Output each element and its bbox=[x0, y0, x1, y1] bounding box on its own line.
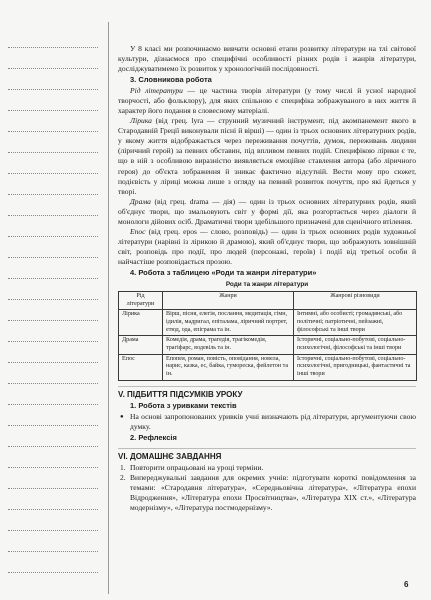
table-header-cell: Рід літератури bbox=[119, 291, 163, 309]
notes-margin bbox=[0, 0, 106, 600]
list-item-text: Повторити опрацьовані на уроці терміни. bbox=[130, 462, 264, 472]
note-line bbox=[8, 278, 98, 279]
note-line bbox=[8, 131, 98, 132]
genres-table bbox=[118, 291, 417, 381]
note-line bbox=[8, 341, 98, 342]
table-task-heading: 4. Робота з таблицею «Роди та жанри літератури» bbox=[130, 267, 317, 277]
note-line bbox=[8, 194, 98, 195]
intro-paragraph: У 8 класі ми розпочинаємо вивчати основні етапи розвитку літератури на тлі світової культури, дізнаємося про специфічні особливості різних родів і жанрів літератури, досліджуватимемо їх розвиток у хронологічній послідовності. bbox=[118, 44, 416, 74]
note-line bbox=[8, 572, 98, 573]
definition-epos bbox=[118, 227, 416, 267]
section-homework bbox=[118, 448, 416, 513]
term-epos: Епос bbox=[130, 226, 146, 236]
term-lyric: Лірика bbox=[130, 116, 152, 126]
homework-list bbox=[118, 463, 416, 513]
table-cell-rid: Лірика bbox=[119, 310, 163, 336]
definition-drama bbox=[118, 197, 416, 227]
table-cell-rid: Драма bbox=[119, 336, 163, 354]
note-line bbox=[8, 257, 98, 258]
table-row bbox=[119, 336, 417, 354]
table-row bbox=[119, 354, 417, 380]
bullet-item: ● На основі запропонованих уривків учні визначають рід літератури, аргументуючи свою думку. bbox=[118, 412, 416, 432]
note-line bbox=[8, 446, 98, 447]
table-header-row bbox=[119, 291, 417, 309]
table-cell-genres: Вірш, пісня, елегія, послання, медитація, гімн, ідилія, мадригал, епіталама, ліричний портрет, етюд, ода, епіграма та ін. bbox=[163, 310, 294, 336]
table-cell-rid: Епос bbox=[119, 354, 163, 380]
note-line bbox=[8, 152, 98, 153]
definition-epos-text: (від грец. epos — слово, розповідь) — один із трьох основних родів художньої літератури (нарівні із лірикою й драмою), який об'єднує твори, що зображують зовнішній світ, розповідь про події, про людей (персонажі, героїв) і події від третьої особи й найчастіше розповідається прозою. bbox=[118, 226, 416, 266]
note-line bbox=[8, 299, 98, 300]
note-line bbox=[8, 467, 98, 468]
main-content bbox=[118, 44, 416, 513]
table-cell-varieties: Історичні, соціально-побутові, соціально-психологічні, пригодницькі, фантастичні та інші твори bbox=[294, 354, 417, 380]
note-line bbox=[8, 425, 98, 426]
table-cell-varieties: Історичні, соціально-побутові, соціально-психологічні, філософські та інші твори bbox=[294, 336, 417, 354]
definition-rid-text: — це частина творів літератури (у тому числі й усної народної творчості, або фольклору), для яких спільною є специфіка зображуваного в них життя й характер його подання в словесному матеріалі. bbox=[118, 86, 416, 116]
note-line bbox=[8, 383, 98, 384]
table-caption: Роди та жанри літератури bbox=[225, 280, 309, 288]
note-line bbox=[8, 551, 98, 552]
definition-drama-text: (від грец. drama — дія) — один із трьох основних літературних родів, який об'єднує твори, що змальовують світ у формі дії, яка розгортається через діалоги й монологи дійових осіб. Драматичні твори здебільшого призначені для сценічного втілення. bbox=[118, 196, 416, 226]
note-line bbox=[8, 89, 98, 90]
section-homework-title: VI. ДОМАШНЄ ЗАВДАННЯ bbox=[118, 451, 222, 461]
note-line bbox=[8, 236, 98, 237]
dictionary-heading: 3. Словникова робота bbox=[130, 75, 212, 85]
note-line bbox=[8, 488, 98, 489]
table-cell-genres: Комедія, драма, трагедія, трагікомедія, трагіфарс, водевіль та ін. bbox=[163, 336, 294, 354]
section-summary-title: V. ПІДБИТТЯ ПІДСУМКІВ УРОКУ bbox=[118, 389, 243, 399]
definition-lyric-text: (від грец. lyra — струнний музичний інструмент, під акомпанемент якого в Стародавній Греції виконували пісні й вірші) — один із трьох основних літературних родів, у якому життя відображається через переживання почуттів, думок, переживань людини (ліричний герой) за певних обставин, під впливом певних подій. Специфікою лірики є те, що в ній з особливою виразністю виявляється емоційне ставлення автора (або ліричного героя) до об'єкта зображення й зникає фактично відсутній. Вести мову про сюжет, подієвість у ліриці можна лише з огляду на певний розвиток почуття, про які йдеться у творі. bbox=[118, 116, 416, 196]
note-line bbox=[8, 530, 98, 531]
table-header-cell: Жанри bbox=[163, 291, 294, 309]
table-cell-varieties: Інтимні, або особисті; громадянські, або політичні; патріотичні, пейзажні, філософські та інші твори bbox=[294, 310, 417, 336]
subheading-text-excerpts: 1. Робота з уривками текстів bbox=[130, 400, 237, 410]
page-number: 6 bbox=[404, 580, 409, 589]
note-line bbox=[8, 110, 98, 111]
table-row bbox=[119, 310, 417, 336]
definition-rid bbox=[118, 86, 416, 116]
table-cell-genres: Епопея, роман, повість, оповідання, новела, нарис, казка, ес, байка, гумореска, фейлетон та ін. bbox=[163, 354, 294, 380]
note-line bbox=[8, 362, 98, 363]
section-summary bbox=[118, 386, 416, 443]
note-line bbox=[8, 215, 98, 216]
note-line bbox=[8, 320, 98, 321]
term-rid: Рід літератури bbox=[130, 86, 183, 96]
note-line bbox=[8, 47, 98, 48]
list-item bbox=[118, 463, 416, 473]
list-item-text: Випереджувальні завдання для окремих учнів: підготувати короткі повідомлення за темами: «Стародавня література», «Середньовічна література», «Література епохи Відродження», «Література епохи Просвітництва», «Література XIX ст.», «Література модернізму», «Література постмодернізму». bbox=[130, 472, 416, 512]
margin-divider bbox=[108, 22, 109, 594]
definition-lyric bbox=[118, 116, 416, 196]
note-line bbox=[8, 404, 98, 405]
term-drama: Драма bbox=[130, 196, 151, 206]
note-line bbox=[8, 68, 98, 69]
note-line bbox=[8, 173, 98, 174]
subheading-reflection: 2. Рефлексія bbox=[130, 432, 177, 442]
list-item bbox=[118, 473, 416, 513]
list-item-number: 1. bbox=[120, 462, 126, 472]
note-line bbox=[8, 509, 98, 510]
list-item-number: 2. bbox=[120, 472, 126, 482]
table-header-cell: Жанрові різновиди bbox=[294, 291, 417, 309]
